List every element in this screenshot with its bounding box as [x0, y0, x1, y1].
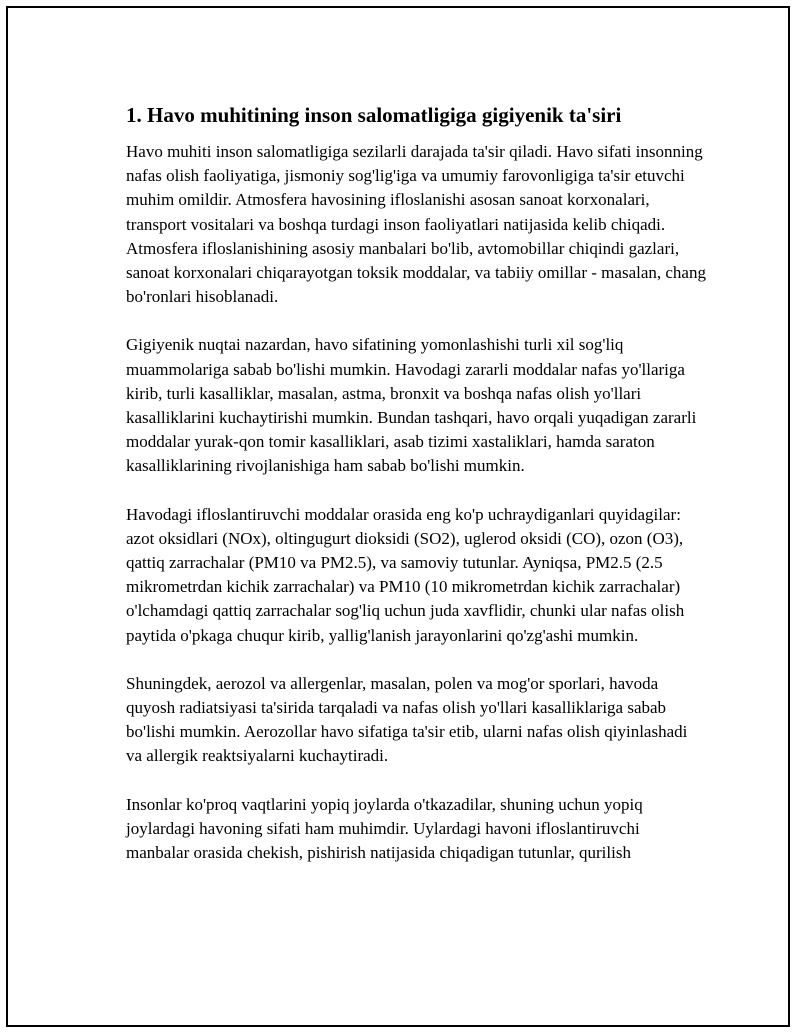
paragraph-indoor-air: Insonlar ko'proq vaqtlarini yopiq joylarda o'tkazadilar, shuning uchun yopiq joylardagi havoning sifati ham muhimdir. Uylardagi havoni ifloslantiruvchi manbalar orasida chekish, pishirish natijasida chiqadigan tutunlar, qurilish — [126, 794, 643, 863]
paragraph-hygienic-view: Gigiyenik nuqtai nazardan, havo sifatining yomonlashishi turli xil sog'liq muammolariga sabab bo'lishi mumkin. Havodagi zararli moddalar nafas yo'llariga kirib, turli kasalliklar, masalan, astma, bronxit va boshqa nafas olish yo'llari kasalliklarini kuchaytirishi mumkin. Bundan tashqari, havo orqali yuqadigan zararli moddalar yurak-qon tomir kasalliklari, asab tizimi xastaliklari, hamda saraton kasalliklarining rivojlanishiga ham sabab bo'lishi mumkin. — [126, 335, 697, 476]
paragraph-pollutants: Havodagi ifloslantiruvchi moddalar orasida eng ko'p uchraydiganlari quyidagilar: azot oksidlari (NOx), oltingugurt dioksidi (SO2), uglerod oksidi (CO), ozon (O3), qattiq zarrachalar (PM10 va PM2.5), va samoviy tutunlar. Ayniqsa, PM2.5 (2.5 mikrometrdan kichik zarrachalar) va PM10 (10 mikrometrdan kichik zarrachalar) o'lchamdagi qattiq zarrachalar sog'liq uchun juda xavflidir, chunki ular nafas olish paytida o'pkaga chuqur kirib, yallig'lanish jarayonlarini qo'zg'ashi mumkin. — [126, 504, 685, 645]
document-body — [126, 100, 706, 889]
paragraph-aerosols: Shuningdek, aerozol va allergenlar, masalan, polen va mog'or sporlari, havoda quyosh radiatsiyasi ta'sirida tarqaladi va nafas olish yo'llari kasalliklariga sabab bo'lishi mumkin. Aerozollar havo sifatiga ta'sir etib, ularni nafas olish qiyinlashadi va allergik reaktsiyalarni kuchaytiradi. — [126, 673, 688, 766]
section-heading: 1. Havo muhitining inson salomatligiga gigiyenik ta'siri — [126, 103, 622, 127]
paragraph-air-quality-intro: Havo muhiti inson salomatligiga sezilarli darajada ta'sir qiladi. Havo sifati insonning nafas olish faoliyatiga, jismoniy sog'lig'iga va umumiy farovonligiga ta'sir etuvchi muhim omildir. Atmosfera havosining ifloslanishi asosan sanoat korxonalari, transport vositalari va boshqa turdagi inson faoliyatlari natijasida kelib chiqadi. Atmosfera ifloslanishining asosiy manbalari bo'lib, avtomobillar chiqindi gazlari, sanoat korxonalari chiqarayotgan toksik moddalar, va tabiiy omillar - masalan, chang bo'ronlari hisoblanadi. — [126, 142, 706, 307]
page-frame — [6, 6, 790, 1027]
